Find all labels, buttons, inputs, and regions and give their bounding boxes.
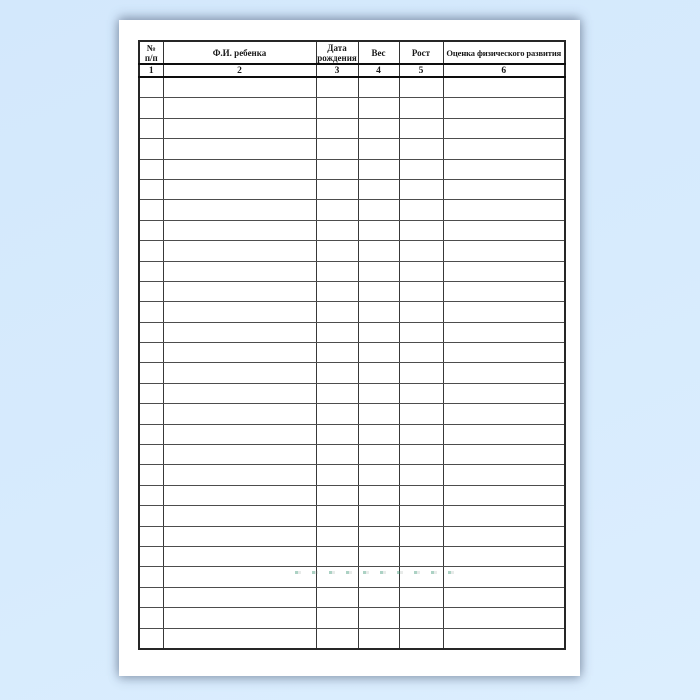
empty-cell [316, 363, 358, 383]
empty-cell [443, 261, 565, 281]
empty-cell [139, 567, 163, 587]
empty-cell [443, 424, 565, 444]
empty-cell [443, 404, 565, 424]
empty-cell [399, 159, 443, 179]
empty-cell [443, 567, 565, 587]
empty-cell [139, 322, 163, 342]
empty-data-row [139, 77, 565, 98]
header-cell-weight [358, 41, 399, 64]
empty-cell [358, 506, 399, 526]
empty-cell [399, 546, 443, 566]
empty-cell [163, 424, 316, 444]
empty-data-row [139, 485, 565, 505]
empty-cell [443, 118, 565, 138]
empty-cell [443, 546, 565, 566]
empty-cell [139, 363, 163, 383]
column-number-row [139, 64, 565, 77]
empty-cell [443, 241, 565, 261]
empty-cell [443, 159, 565, 179]
empty-cell [358, 302, 399, 322]
empty-cell [358, 98, 399, 118]
empty-cell [139, 485, 163, 505]
empty-cell [358, 261, 399, 281]
empty-cell [139, 118, 163, 138]
empty-cell [399, 241, 443, 261]
empty-cell [443, 608, 565, 628]
empty-data-row [139, 526, 565, 546]
empty-cell [358, 139, 399, 159]
empty-cell [316, 608, 358, 628]
empty-data-row [139, 383, 565, 403]
empty-cell [163, 343, 316, 363]
empty-cell [358, 220, 399, 240]
empty-cell [163, 567, 316, 587]
empty-data-row [139, 281, 565, 301]
empty-cell [399, 343, 443, 363]
empty-cell [163, 363, 316, 383]
empty-cell [358, 587, 399, 607]
empty-cell [443, 587, 565, 607]
column-number-cell: 3 [316, 64, 358, 77]
table-header-row [139, 41, 565, 64]
empty-cell [399, 506, 443, 526]
empty-data-row [139, 404, 565, 424]
empty-cell [358, 445, 399, 465]
empty-cell [163, 118, 316, 138]
empty-cell [399, 485, 443, 505]
empty-cell [316, 383, 358, 403]
empty-cell [399, 567, 443, 587]
empty-cell [399, 445, 443, 465]
empty-cell [443, 445, 565, 465]
empty-cell [316, 567, 358, 587]
empty-cell [163, 485, 316, 505]
column-number-cell: 1 [139, 64, 163, 77]
empty-cell [399, 179, 443, 199]
empty-data-row [139, 506, 565, 526]
empty-cell [139, 159, 163, 179]
empty-cell [139, 98, 163, 118]
empty-cell [358, 424, 399, 444]
empty-data-row [139, 118, 565, 138]
empty-cell [163, 261, 316, 281]
empty-data-row [139, 465, 565, 485]
empty-cell [316, 200, 358, 220]
empty-data-row [139, 220, 565, 240]
header-label-line: п/п [144, 52, 158, 63]
empty-cell [399, 587, 443, 607]
empty-cell [139, 281, 163, 301]
empty-cell [399, 261, 443, 281]
column-number-cell: 6 [443, 64, 565, 77]
empty-cell [139, 404, 163, 424]
empty-cell [316, 220, 358, 240]
empty-data-row [139, 567, 565, 587]
empty-cell [139, 465, 163, 485]
empty-cell [443, 322, 565, 342]
empty-cell [139, 546, 163, 566]
empty-cell [358, 404, 399, 424]
empty-cell [139, 220, 163, 240]
empty-cell [139, 383, 163, 403]
empty-cell [358, 383, 399, 403]
empty-cell [163, 159, 316, 179]
empty-cell [139, 526, 163, 546]
empty-data-row [139, 445, 565, 465]
empty-cell [163, 200, 316, 220]
empty-cell [139, 506, 163, 526]
empty-data-row [139, 628, 565, 649]
empty-cell [443, 506, 565, 526]
empty-cell [399, 526, 443, 546]
empty-data-row [139, 363, 565, 383]
empty-cell [316, 302, 358, 322]
empty-cell [399, 628, 443, 649]
empty-cell [139, 445, 163, 465]
empty-cell [399, 139, 443, 159]
empty-data-row [139, 322, 565, 342]
empty-cell [316, 343, 358, 363]
empty-cell [358, 567, 399, 587]
empty-cell [316, 77, 358, 98]
empty-cell [443, 302, 565, 322]
empty-cell [358, 118, 399, 138]
empty-cell [399, 281, 443, 301]
empty-cell [163, 302, 316, 322]
empty-cell [316, 465, 358, 485]
child-physical-development-table [138, 40, 566, 650]
empty-cell [316, 506, 358, 526]
empty-data-row [139, 302, 565, 322]
empty-cell [163, 220, 316, 240]
empty-cell [163, 179, 316, 199]
empty-cell [139, 77, 163, 98]
empty-cell [163, 587, 316, 607]
empty-data-row [139, 424, 565, 444]
header-cell-assessment [443, 41, 565, 64]
column-number-cell: 2 [163, 64, 316, 77]
empty-cell [399, 363, 443, 383]
empty-cell [139, 628, 163, 649]
empty-cell [316, 587, 358, 607]
empty-cell [358, 241, 399, 261]
empty-cell [316, 118, 358, 138]
empty-cell [399, 424, 443, 444]
empty-cell [163, 98, 316, 118]
empty-cell [443, 200, 565, 220]
header-label-line: Оценка физического развития [446, 47, 562, 58]
empty-cell [399, 608, 443, 628]
empty-cell [358, 608, 399, 628]
empty-cell [316, 281, 358, 301]
empty-cell [358, 281, 399, 301]
empty-cell [443, 220, 565, 240]
header-label-line: № [146, 42, 156, 53]
empty-data-row [139, 587, 565, 607]
empty-cell [316, 526, 358, 546]
empty-cell [443, 281, 565, 301]
empty-cell [163, 628, 316, 649]
empty-cell [399, 302, 443, 322]
empty-cell [163, 383, 316, 403]
empty-cell [316, 424, 358, 444]
empty-cell [399, 404, 443, 424]
empty-cell [163, 139, 316, 159]
empty-cell [399, 98, 443, 118]
empty-cell [316, 628, 358, 649]
empty-cell [316, 261, 358, 281]
empty-cell [316, 485, 358, 505]
empty-cell [139, 302, 163, 322]
empty-cell [443, 465, 565, 485]
empty-cell [163, 241, 316, 261]
empty-cell [358, 526, 399, 546]
header-cell-birth-date [316, 41, 358, 64]
empty-cell [358, 322, 399, 342]
empty-cell [316, 445, 358, 465]
empty-cell [316, 322, 358, 342]
empty-cell [163, 322, 316, 342]
empty-cell [399, 383, 443, 403]
empty-cell [358, 465, 399, 485]
empty-cell [443, 179, 565, 199]
empty-cell [399, 220, 443, 240]
empty-cell [443, 139, 565, 159]
empty-cell [139, 179, 163, 199]
header-label-line: рождения [317, 52, 357, 63]
empty-cell [316, 546, 358, 566]
empty-cell [443, 363, 565, 383]
empty-cell [443, 383, 565, 403]
empty-data-row [139, 159, 565, 179]
empty-cell [163, 404, 316, 424]
empty-data-row [139, 98, 565, 118]
empty-cell [139, 261, 163, 281]
empty-cell [139, 608, 163, 628]
empty-cell [443, 343, 565, 363]
empty-cell [358, 363, 399, 383]
empty-cell [316, 139, 358, 159]
empty-cell [358, 628, 399, 649]
empty-cell [163, 465, 316, 485]
empty-cell [443, 98, 565, 118]
empty-cell [316, 98, 358, 118]
column-number-cell: 5 [399, 64, 443, 77]
empty-cell [139, 587, 163, 607]
empty-cell [358, 546, 399, 566]
empty-cell [399, 322, 443, 342]
empty-cell [139, 424, 163, 444]
empty-data-row [139, 546, 565, 566]
empty-data-row [139, 608, 565, 628]
header-label-line: Ф.И. ребенка [212, 47, 267, 58]
empty-cell [358, 179, 399, 199]
document-page [119, 20, 580, 676]
column-number-cell: 4 [358, 64, 399, 77]
empty-cell [399, 77, 443, 98]
empty-cell [163, 608, 316, 628]
empty-cell [358, 485, 399, 505]
empty-cell [443, 77, 565, 98]
empty-cell [358, 77, 399, 98]
empty-data-row [139, 241, 565, 261]
empty-cell [358, 343, 399, 363]
empty-cell [399, 118, 443, 138]
empty-cell [316, 159, 358, 179]
empty-cell [163, 281, 316, 301]
empty-data-row [139, 261, 565, 281]
empty-cell [316, 241, 358, 261]
empty-cell [316, 404, 358, 424]
header-cell-row-number [139, 41, 163, 64]
empty-cell [358, 200, 399, 220]
empty-data-row [139, 139, 565, 159]
empty-cell [163, 526, 316, 546]
empty-cell [139, 200, 163, 220]
empty-data-row [139, 343, 565, 363]
empty-cell [139, 343, 163, 363]
empty-cell [443, 526, 565, 546]
empty-cell [163, 445, 316, 465]
empty-cell [316, 179, 358, 199]
empty-cell [443, 628, 565, 649]
empty-cell [139, 139, 163, 159]
empty-cell [443, 485, 565, 505]
empty-data-row [139, 200, 565, 220]
empty-cell [163, 77, 316, 98]
empty-cell [358, 159, 399, 179]
empty-cell [163, 506, 316, 526]
empty-cell [399, 200, 443, 220]
header-label-line: Вес [371, 47, 386, 58]
empty-data-row [139, 179, 565, 199]
table-body [139, 77, 565, 649]
empty-cell [139, 241, 163, 261]
header-cell-height [399, 41, 443, 64]
empty-cell [399, 465, 443, 485]
header-label-line: Дата [327, 42, 347, 53]
header-label-line: Рост [411, 47, 431, 58]
header-cell-child-name [163, 41, 316, 64]
empty-cell [163, 546, 316, 566]
